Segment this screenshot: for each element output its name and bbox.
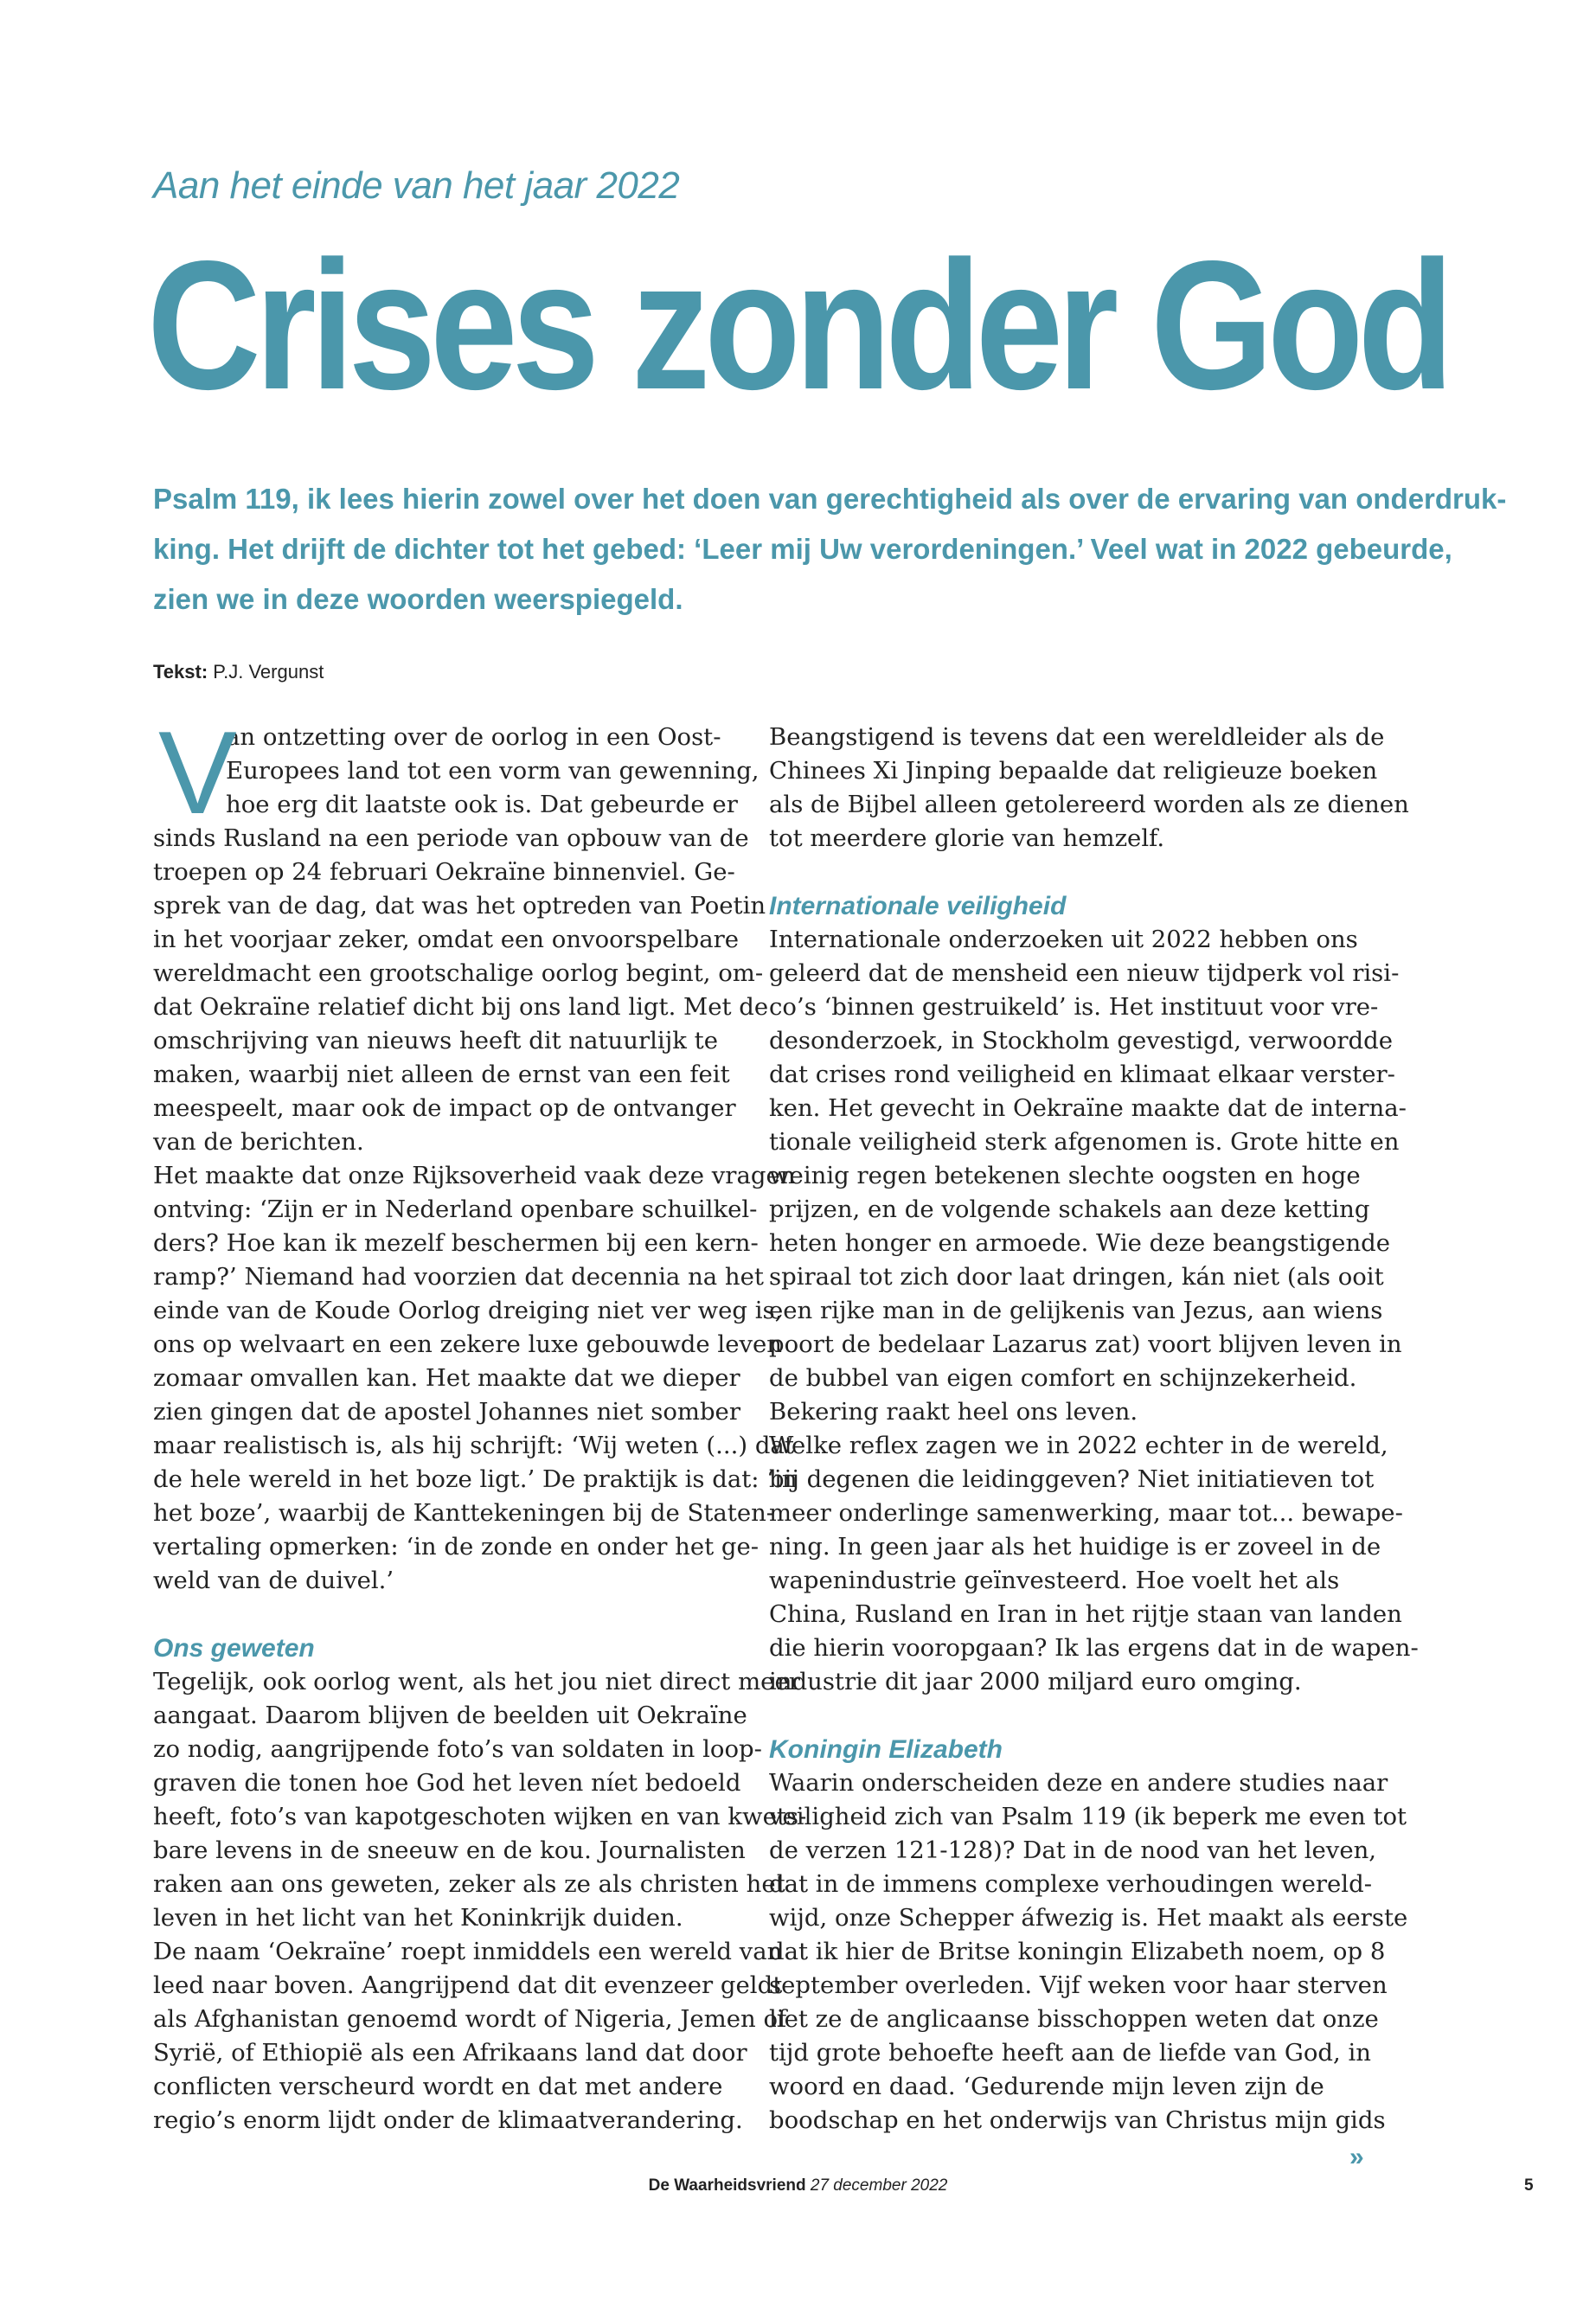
text-line: geleerd dat de mensheid een nieuw tijdperk vol risi-	[769, 959, 1400, 987]
text-line: liet ze de anglicaanse bisschoppen weten dat onze	[769, 2005, 1379, 2033]
text-line: dat in de immens complexe verhoudingen wereld-	[769, 1870, 1372, 1898]
left-column	[153, 707, 807, 2138]
text-line: in het voorjaar zeker, omdat een onvoorspelbare	[153, 926, 740, 953]
text-line: weld van de duivel.’	[153, 1567, 394, 1594]
right-intro	[769, 721, 1409, 856]
text-line: de bubbel van eigen comfort en schijnzekerheid.	[769, 1364, 1357, 1392]
text-line: boodschap en het onderwijs van Christus mijn gids	[769, 2106, 1386, 2134]
text-line: maar realistisch is, als hij schrijft: ‘Wij weten (...) dat	[153, 1432, 794, 1459]
text-line: sinds Rusland na een periode van opbouw van de	[153, 824, 749, 852]
left-section-body	[153, 1665, 807, 2138]
text-line: van de berichten.	[153, 1128, 364, 1156]
text-line: China, Rusland en Iran in het rijtje staan van landen	[769, 1600, 1402, 1628]
text-line: troepen op 24 februari Oekraïne binnenviel. Ge-	[153, 858, 735, 886]
text-line: industrie dit jaar 2000 miljard euro omging.	[769, 1668, 1302, 1695]
text-line: de hele wereld in het boze ligt.’ De praktijk is dat: ‘in	[153, 1465, 798, 1493]
text-line: graven die tonen hoe God het leven níet bedoeld	[153, 1769, 741, 1797]
text-line: als Afghanistan genoemd wordt of Nigeria, Jemen of	[153, 2005, 787, 2033]
text-line: prijzen, en de volgende schakels aan deze ketting	[769, 1195, 1370, 1223]
right-section-body	[769, 1766, 1408, 2138]
text-line: Welke reflex zagen we in 2022 echter in de wereld,	[769, 1432, 1388, 1459]
continue-arrow-icon: »	[1349, 2143, 1364, 2171]
text-line: an ontzetting over de oorlog in een Oost-	[226, 723, 721, 751]
text-line: ning. In geen jaar als het huidige is er zoveel in de	[769, 1533, 1381, 1561]
text-line: co’s ‘binnen gestruikeld’ is. Het instituut voor vre-	[769, 993, 1379, 1021]
text-line: meespeelt, maar ook de impact op de ontvanger	[153, 1094, 736, 1122]
text-line: zo nodig, aangrijpende foto’s van soldaten in loop-	[153, 1735, 762, 1763]
text-line: weinig regen betekenen slechte oogsten en hoge	[769, 1162, 1361, 1189]
text-line: Beangstigend is tevens dat een wereldleider als de	[769, 723, 1385, 751]
text-line: Bekering raakt heel ons leven.	[769, 1398, 1138, 1426]
section-heading-ons-geweten: Ons geweten	[153, 1634, 315, 1663]
text-line: dat ik hier de Britse koningin Elizabeth noem, op 8	[769, 1938, 1386, 1965]
lead-line: king. Het drijft de dichter tot het gebed: ‘Leer mij Uw verordeningen.’ Veel wat in 2022 gebeurde,	[153, 533, 1452, 565]
text-line: dat Oekraïne relatief dicht bij ons land ligt. Met de	[153, 993, 769, 1021]
text-line: veiligheid zich van Psalm 119 (ik beperk me even tot	[769, 1803, 1407, 1830]
text-line: het boze’, waarbij de Kanttekeningen bij de Staten-	[153, 1499, 775, 1527]
left-intro	[153, 721, 798, 1598]
right-column	[769, 721, 1419, 2138]
text-line: ken. Het gevecht in Oekraïne maakte dat de interna-	[769, 1094, 1407, 1122]
section-heading-koningin-elizabeth: Koningin Elizabeth	[769, 1735, 1003, 1764]
text-line: maken, waarbij niet alleen de ernst van een feit	[153, 1061, 730, 1088]
text-line: omschrijving van nieuws heeft dit natuurlijk te	[153, 1027, 718, 1054]
page-number: 5	[1524, 2176, 1534, 2195]
text-line: zomaar omvallen kan. Het maakte dat we dieper	[153, 1364, 740, 1392]
text-line: tot meerdere glorie van hemzelf.	[769, 824, 1165, 852]
text-line: einde van de Koude Oorlog dreiging niet ver weg is,	[153, 1297, 783, 1324]
text-line: meer onderlinge samenwerking, maar tot... bewape-	[769, 1499, 1403, 1527]
kicker: Aan het einde van het jaar 2022	[153, 164, 680, 207]
lead-paragraph	[153, 474, 1507, 625]
text-line: poort de bedelaar Lazarus zat) voort blijven leven in	[769, 1330, 1402, 1358]
text-line: woord en daad. ‘Gedurende mijn leven zijn de	[769, 2073, 1324, 2100]
text-line: als de Bijbel alleen getolereerd worden als ze dienen	[769, 791, 1409, 818]
text-line: raken aan ons geweten, zeker als ze als christen het	[153, 1870, 785, 1898]
credit-author: P.J. Vergunst	[213, 661, 324, 683]
credit-label: Tekst:	[153, 661, 208, 683]
text-line: dat crises rond veiligheid en klimaat elkaar verster-	[769, 1061, 1395, 1088]
text-line: hoe erg dit laatste ook is. Dat gebeurde er	[226, 791, 738, 818]
text-line: aangaat. Daarom blijven de beelden uit Oekraïne	[153, 1702, 747, 1729]
text-line: regio’s enorm lijdt onder de klimaatverandering.	[153, 2106, 743, 2134]
author-credit	[153, 661, 324, 683]
text-line: tijd grote behoefte heeft aan de liefde van God, in	[769, 2039, 1372, 2067]
drop-cap: V	[158, 707, 237, 838]
lead-line: Psalm 119, ik lees hierin zowel over het doen van gerechtigheid als over de ervaring van onderdruk-	[153, 483, 1507, 515]
right-section-body	[769, 923, 1419, 1699]
text-line: september overleden. Vijf weken voor haar sterven	[769, 1971, 1388, 1999]
text-line: ramp?’ Niemand had voorzien dat decennia na het	[153, 1263, 764, 1291]
text-line: bij degenen die leidinggeven? Niet initiatieven tot	[769, 1465, 1375, 1493]
text-line: een rijke man in de gelijkenis van Jezus, aan wiens	[769, 1297, 1383, 1324]
text-line: Internationale onderzoeken uit 2022 hebben ons	[769, 926, 1358, 953]
text-line: heten honger en armoede. Wie deze beangstigende	[769, 1229, 1391, 1257]
footer-date: 27 december 2022	[810, 2176, 948, 2195]
text-line: wijd, onze Schepper áfwezig is. Het maakt als eerste	[769, 1904, 1408, 1932]
text-line: wereldmacht een grootschalige oorlog begint, om-	[153, 959, 764, 987]
text-line: Het maakte dat onze Rijksoverheid vaak deze vragen	[153, 1162, 796, 1189]
page-footer	[0, 2176, 1596, 2195]
text-line: die hierin vooropgaan? Ik las ergens dat in de wapen-	[769, 1634, 1419, 1662]
text-line: Chinees Xi Jinping bepaalde dat religieuze boeken	[769, 757, 1378, 785]
text-line: ons op welvaart en een zekere luxe gebouwde leven	[153, 1330, 783, 1358]
text-line: Waarin onderscheiden deze en andere studies naar	[769, 1769, 1388, 1797]
lead-line: zien we in deze woorden weerspiegeld.	[153, 583, 683, 615]
text-line: desonderzoek, in Stockholm gevestigd, verwoordde	[769, 1027, 1393, 1054]
text-line: ders? Hoe kan ik mezelf beschermen bij een kern-	[153, 1229, 759, 1257]
text-line: spiraal tot zich door laat dringen, kán niet (als ooit	[769, 1263, 1384, 1291]
text-line: Tegelijk, ook oorlog went, als het jou niet direct meer	[153, 1668, 800, 1695]
text-line: tionale veiligheid sterk afgenomen is. Grote hitte en	[769, 1128, 1400, 1156]
text-line: wapenindustrie geïnvesteerd. Hoe voelt het als	[769, 1567, 1340, 1594]
text-line: De naam ‘Oekraïne’ roept inmiddels een wereld van	[153, 1938, 783, 1965]
text-line: Syrië, of Ethiopië als een Afrikaans land dat door	[153, 2039, 747, 2067]
text-line: de verzen 121-128)? Dat in de nood van het leven,	[769, 1836, 1377, 1864]
text-line: Europees land tot een vorm van gewenning,	[226, 757, 760, 785]
text-line: vertaling opmerken: ‘in de zonde en onder het ge-	[153, 1533, 760, 1561]
text-line: sprek van de dag, dat was het optreden van Poetin	[153, 892, 766, 920]
text-line: zien gingen dat de apostel Johannes niet somber	[153, 1398, 740, 1426]
text-line: leed naar boven. Aangrijpend dat dit evenzeer geldt	[153, 1971, 783, 1999]
section-heading-internationale-veiligheid: Internationale veiligheid	[769, 892, 1067, 920]
text-line: bare levens in de sneeuw en de kou. Journalisten	[153, 1836, 746, 1864]
text-line: conflicten verscheurd wordt en dat met andere	[153, 2073, 723, 2100]
text-line: leven in het licht van het Koninkrijk duiden.	[153, 1904, 683, 1932]
headline: Crises zonder God	[147, 222, 1448, 427]
footer-publication: De Waarheidsvriend	[648, 2176, 806, 2195]
text-line: ontving: ‘Zijn er in Nederland openbare schuilkel-	[153, 1195, 758, 1223]
text-line: heeft, foto’s van kapotgeschoten wijken en van kwets-	[153, 1803, 807, 1830]
